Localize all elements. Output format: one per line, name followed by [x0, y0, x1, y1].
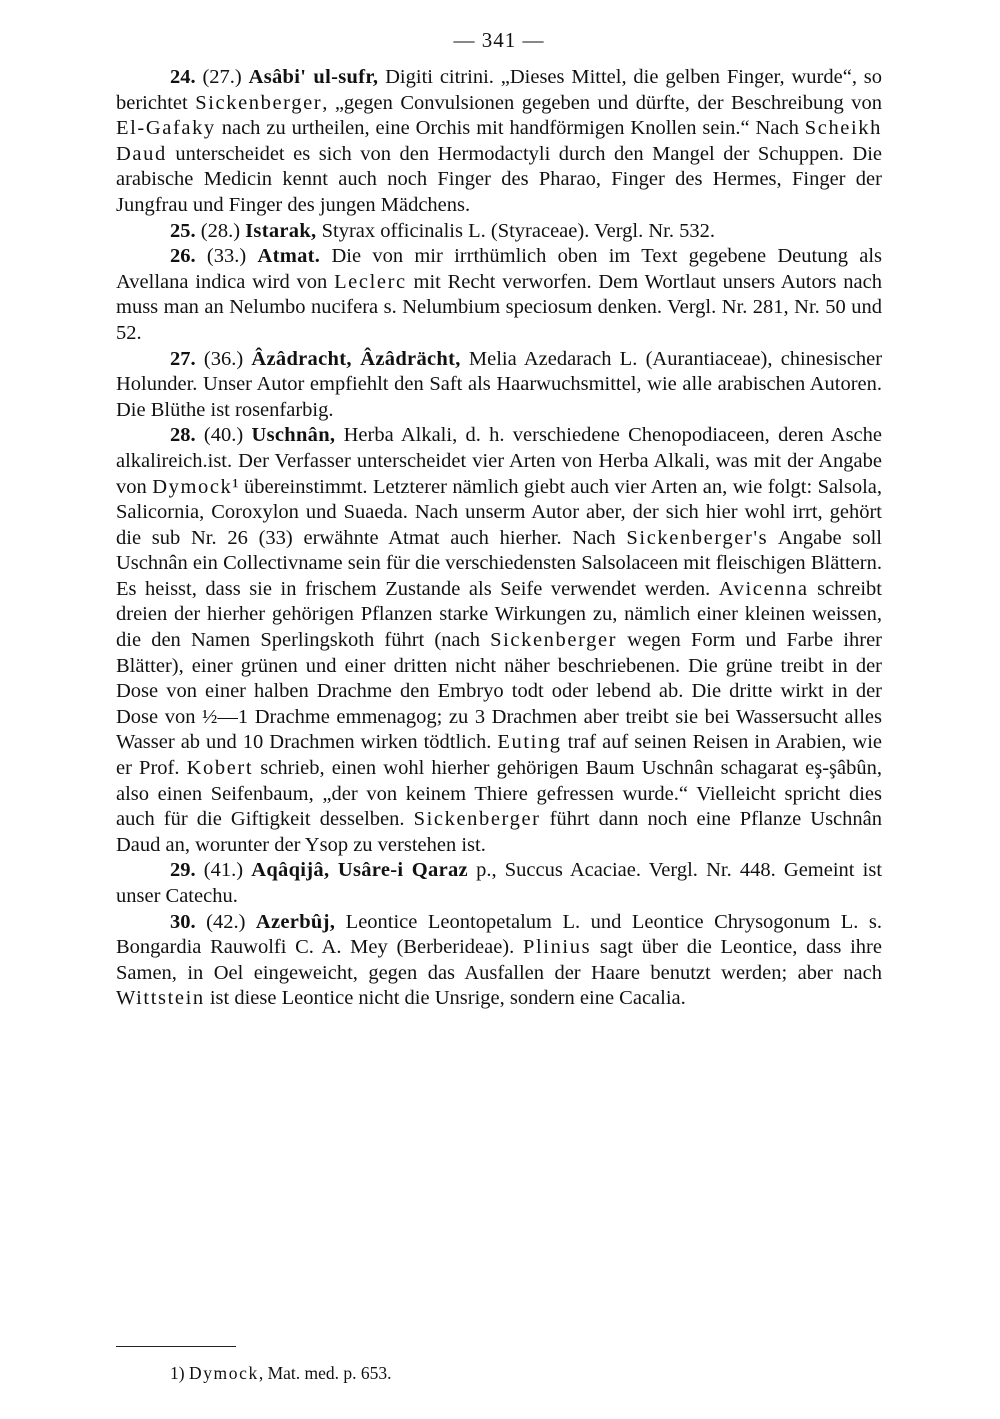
entry-term: Âzâdracht, Âzâdrächt,	[251, 347, 461, 370]
entry-text: wegen Form und Farbe ihrer Blätter), einer grünen und einer dritten nicht näher beschriebenen. Die grüne treibt in der Dose von einer halben Drachme den Embryo todt oder lebend ab. Die dritte wirkt in der Dose von ½—1 Drachme emmenagog; zu 3 Drachmen aber treibt sie bei Wassersucht alles Wasser ab und 10 Drachmen wirken tödtlich.	[116, 629, 882, 754]
author-name: Sickenberger	[490, 629, 618, 652]
footnote-marker: 1)	[170, 1363, 185, 1383]
entry-number: 26.	[170, 245, 196, 268]
entry-term: Istarak,	[245, 219, 317, 242]
entry-text: unterscheidet es sich von den Hermodactyli durch den Mangel der Schuppen. Die arabische Medicin kennt auch noch Finger des Pharao, Finger des Hermes, Finger der Jungfrau und Finger des jungen Mädchens.	[116, 142, 882, 216]
entry-text: schrieb, einen wohl hierher gehörigen Baum Uschnân schagarat eş-şâbûn, also einen Seifenbaum, „der von keinem Thiere gefressen wurde.“ Vielleicht spricht dies auch für die Giftigkeit desselben.	[116, 757, 883, 831]
entry-text: ist diese Leontice nicht die Unsrige, sondern eine Cacalia.	[204, 987, 686, 1010]
entry-25	[116, 219, 882, 245]
author-name: Euting	[497, 731, 562, 754]
author-name: El-Gafaky	[116, 117, 216, 140]
entry-number: 24.	[170, 66, 196, 88]
entry-ref: (42.)	[206, 910, 246, 933]
entry-26	[116, 244, 882, 346]
author-name: Kobert	[186, 757, 254, 780]
entry-text: mit Recht verworfen. Dem Wortlaut unsers Autors nach muss man an Nelumbo nucifera s. Nelumbium speciosum denken. Vergl. Nr. 281, Nr. 50 und 52.	[116, 270, 882, 344]
entry-text: p., Succus Acaciae. Vergl. Nr. 448. Gemeint ist unser Catechu.	[116, 859, 883, 907]
entry-ref: (36.)	[203, 347, 244, 370]
footnote-divider	[116, 1346, 236, 1347]
entry-text: schreibt dreien der hierher gehörigen Pflanzen starke Wirkungen zu, nämlich einer kleinen weissen, die den Namen Sperlingskoth führt (nach	[116, 577, 882, 652]
entry-text: führt dann noch eine Pflanze Uschnân Daud an, worunter der Ysop zu verstehen ist.	[116, 808, 882, 856]
author-name: Plinius	[522, 936, 592, 959]
entry-number: 28.	[170, 424, 196, 447]
entry-text: ¹ übereinstimmt. Letzterer nämlich giebt auch vier Arten an, wie folgt: Salsola, Salicornia, Coroxylon und Suaeda. Nach unserm Autor aber, der sich hier wohl irrt, gehört die sub Nr. 26 (33) erwähnte Atmat auch hierher. Nach	[116, 475, 882, 549]
entry-number: 27.	[170, 347, 196, 370]
entry-29	[116, 858, 882, 909]
entry-24	[116, 65, 882, 219]
entry-text: Digiti citrini. „Dieses Mittel, die gelben Finger, wurde“, so berichtet	[116, 66, 883, 114]
author-name: Dymock	[152, 475, 233, 498]
entry-ref: (33.)	[206, 245, 247, 268]
entry-28	[116, 423, 882, 858]
entry-term: Atmat.	[257, 245, 321, 268]
entry-text: Herba Alkali, d. h. verschiedene Chenopodiaceen, deren Asche alkalireich.ist. Der Verfasser unterscheidet vier Arten von Herba Alkali, was mit der Angabe von	[116, 424, 882, 498]
entry-text: sagt über die Leontice, dass ihre Samen, in Oel eingeweicht, gegen das Ausfallen der Haare benutzt werden; aber nach	[116, 936, 882, 984]
entry-ref: (28.)	[200, 219, 241, 242]
entry-27	[116, 347, 882, 424]
entry-term: Asâbi' ul-sufr,	[248, 66, 379, 88]
author-name: Leclerc	[334, 270, 407, 293]
entry-ref: (40.)	[203, 424, 244, 447]
author-name: Sickenberger's	[626, 526, 769, 549]
entry-text: nach zu urtheilen, eine Orchis mit handförmigen Knollen sein.“ Nach	[215, 117, 805, 140]
entry-ref: (27.)	[202, 66, 242, 88]
author-name: Avicenna	[718, 577, 809, 600]
entry-ref: (41.)	[203, 859, 244, 882]
entry-text: , „gegen Convulsionen gegeben und dürfte, der Beschreibung von	[322, 91, 883, 114]
entry-number: 25.	[170, 219, 196, 242]
footnote-author: Dymock	[188, 1363, 259, 1383]
entry-term: Uschnân,	[251, 424, 336, 447]
entry-number: 29.	[170, 859, 196, 882]
entry-text: Angabe soll Uschnân ein Collectivname sein für die verschiedensten Salsolaceen mit fleischigen Blättern. Es heisst, dass sie in frischem Zustande als Seife verwendet werden.	[116, 526, 882, 600]
footnote	[170, 1362, 392, 1384]
entry-text: traf auf seinen Reisen in Arabien, wie er Prof.	[116, 731, 882, 780]
entry-term: Azerbûj,	[255, 910, 336, 933]
author-name: Scheikh Daud	[116, 117, 882, 165]
entry-number: 30.	[170, 910, 196, 933]
entry-30	[116, 910, 882, 1012]
entry-text: Die von mir irrthümlich oben im Text gegebene Deutung als Avellana indica wird von	[116, 245, 883, 293]
author-name: Wittstein	[116, 987, 205, 1010]
author-name: Sickenberger	[413, 808, 541, 831]
page-number: — 341 —	[453, 28, 545, 52]
entry-text: Leontice Leontopetalum L. und Leontice Chrysogonum L. s. Bongardia Rauwolfi C. A. Mey (Berberideae).	[116, 910, 883, 959]
page-body	[116, 28, 882, 1012]
author-name: Sickenberger	[195, 91, 323, 114]
entry-text: Styrax officinalis L. (Styraceae). Vergl. Nr. 532.	[316, 219, 715, 242]
footnote-text: , Mat. med. p. 653.	[258, 1363, 392, 1383]
entry-term: Aqâqijâ, Usâre-i Qaraz	[251, 859, 468, 882]
entry-text: Melia Azedarach L. (Aurantiaceae), chinesischer Holunder. Unser Autor empfiehlt den Saft als Haarwuchsmittel, wie alle arabischen Autoren. Die Blüthe ist rosenfarbig.	[116, 347, 883, 421]
